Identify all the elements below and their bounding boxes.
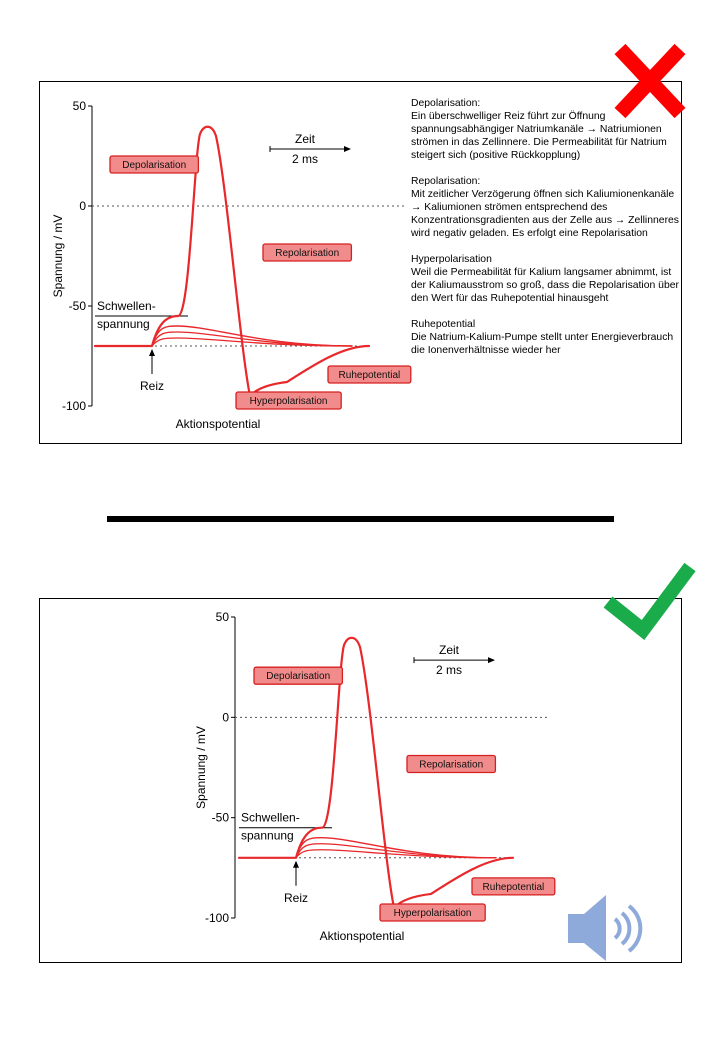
- y-axis-label: Spannung / mV: [51, 214, 65, 298]
- explanation-repolarisation: [411, 175, 686, 240]
- time-scale-label-top: Zeit: [294, 132, 316, 146]
- phase-label-ruhepotential: [328, 366, 411, 383]
- time-scale-label-bottom: 2 ms: [435, 663, 463, 678]
- y-tick-label: 0: [79, 199, 86, 213]
- threshold-label-line2: spannung: [241, 828, 294, 843]
- explanation-body: Die Natrium-Kalium-Pumpe stellt unter Energieverbrauch die Ionenverhältnisse wieder her: [411, 332, 674, 356]
- explanation-heading: Ruhepotential: [411, 319, 476, 330]
- explanation-depolarisation: [411, 97, 686, 162]
- explanation-body: Ein überschwelliger Reiz führt zur Öffnung spannungsabhängiger Natriumkanäle → Natriumionen strömen in das Zellinnere. Die Permeabilität für Natrium steigert sich (positive Rückkopplung): [411, 111, 667, 161]
- threshold-label-line2: spannung: [97, 317, 150, 331]
- phase-label-ruhepotential: [472, 878, 555, 895]
- explanation-body: Weil die Permeabilität für Kalium langsamer abnimmt, ist der Kaliumausstrom so groß, dass die Repolarisation über den Wert für das Ruhepotential hinausgeht: [411, 267, 679, 304]
- time-scale-label-bottom: 2 ms: [291, 152, 319, 166]
- svg-text:Ruhepotential: Ruhepotential: [338, 370, 401, 381]
- phase-label-depolarisation: [110, 156, 198, 173]
- slide-correct-example: [39, 598, 682, 963]
- svg-text:Ruhepotential: Ruhepotential: [482, 881, 545, 893]
- phase-label-depolarisation: [254, 667, 342, 684]
- explanation-ruhepotential: [411, 318, 686, 357]
- svg-text:Depolarisation: Depolarisation: [266, 671, 331, 683]
- phase-label-hyperpolarisation: [236, 392, 341, 409]
- explanation-hyperpolarisation: [411, 253, 686, 305]
- y-tick-label: -50: [211, 810, 229, 825]
- explanation-heading: Hyperpolarisation: [411, 254, 492, 265]
- threshold-label-line1: Schwellen-: [241, 810, 300, 825]
- subthreshold-curve: [152, 332, 352, 346]
- subthreshold-curve: [296, 844, 496, 858]
- y-axis: [205, 610, 235, 925]
- action-potential-chart-correct: [40, 599, 681, 962]
- stimulus-arrow: [293, 861, 299, 886]
- y-axis-label: Spannung / mV: [194, 726, 208, 809]
- explanation-body: Mit zeitlicher Verzögerung öffnen sich Kaliumionenkanäle → Kaliumionen strömen entsprechend des Konzentrationsgradienten aus der Zelle aus → Zellinneres wird negativ geladen. Es erfolgt eine Repolarisation: [411, 189, 680, 239]
- chart-caption: Aktionspotential: [319, 929, 405, 943]
- stimulus-label: Reiz: [139, 379, 165, 393]
- svg-text:Repolarisation: Repolarisation: [275, 248, 340, 259]
- y-tick-label: -100: [61, 399, 86, 413]
- svg-text:Hyperpolarisation: Hyperpolarisation: [249, 396, 328, 407]
- phase-label-hyperpolarisation: [380, 904, 485, 921]
- divider-bar: [107, 516, 614, 522]
- y-axis: [62, 99, 92, 413]
- time-scale-label-top: Zeit: [438, 643, 460, 658]
- svg-text:Hyperpolarisation: Hyperpolarisation: [393, 907, 472, 919]
- phase-label-repolarisation: [407, 755, 495, 772]
- stimulus-arrow: [149, 349, 155, 374]
- y-tick-label: 50: [72, 99, 86, 113]
- y-tick-label: -100: [204, 911, 229, 925]
- y-tick-label: 50: [215, 610, 229, 624]
- explanation-heading: Repolarisation:: [411, 176, 481, 187]
- phase-label-repolarisation: [263, 244, 351, 261]
- svg-text:Repolarisation: Repolarisation: [419, 759, 484, 771]
- y-tick-label: 0: [222, 710, 229, 725]
- explanation-heading: Depolarisation:: [411, 98, 481, 109]
- explanation-text: [411, 97, 686, 370]
- chart-caption: Aktionspotential: [175, 417, 261, 431]
- y-tick-label: -50: [68, 299, 86, 313]
- svg-text:Depolarisation: Depolarisation: [122, 160, 187, 171]
- stimulus-label: Reiz: [283, 890, 309, 905]
- action-potential-chart-wrong: [40, 82, 410, 443]
- threshold-label-line1: Schwellen-: [97, 299, 156, 313]
